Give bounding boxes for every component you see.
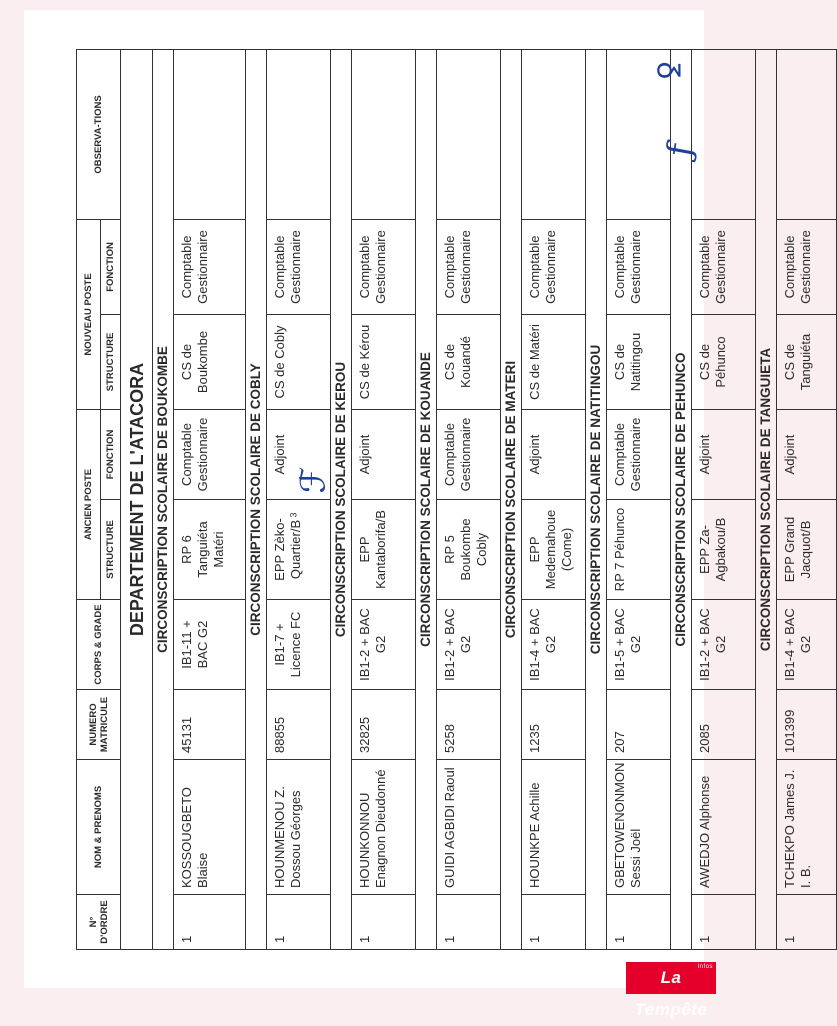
row-num: 1 [522,895,586,950]
row-new-function: Comptable Gestionnaire [267,219,331,314]
row-old-structure: RP 7 Péhunco [607,500,671,600]
page-number: 3 [288,512,299,518]
header-name: NOM & PRENOMS [77,760,121,895]
row-new-function: Comptable Gestionnaire [174,219,246,314]
row-corps: IB1-5 + BAC G2 [607,600,671,690]
row-old-structure: EPP Grand Jacquot/B [777,500,837,600]
row-new-function: Comptable Gestionnaire [692,219,756,314]
table-row [692,49,756,949]
row-name: HOUNKPE Achille [522,760,586,895]
row-matricule: 101399 [777,690,837,760]
row-old-structure: EPP Zèko-Quartier/B [267,500,331,600]
table-row [174,49,246,949]
table-row [607,49,671,949]
header-new-fonction: FONCTION [101,219,121,314]
row-name: KOSSOUGBETO Blaise [174,760,246,895]
section-title: CIRCONSCRIPTION SCOLAIRE DE COBLY [246,49,267,949]
row-observations [522,49,586,219]
row-new-function: Comptable Gestionnaire [437,219,501,314]
section-title: CIRCONSCRIPTION SCOLAIRE DE BOUKOMBE [153,49,174,949]
row-matricule: 207 [607,690,671,760]
header-nouveau: NOUVEAU POSTE [77,219,101,409]
row-old-function: Comptable Gestionnaire [607,409,671,499]
section-title: CIRCONSCRIPTION SCOLAIRE DE MATERI [501,49,522,949]
table-row [522,49,586,949]
row-new-function: Comptable Gestionnaire [522,219,586,314]
logo-text: La Tempête [634,968,708,1019]
logo-tag: Infos [697,964,713,970]
row-matricule: 45131 [174,690,246,760]
section-title: CIRCONSCRIPTION SCOLAIRE DE NATITINGOU [586,49,607,949]
row-matricule: 88855 [267,690,331,760]
row-old-structure: RP 6 Tanguiéta Matéri [174,500,246,600]
row-name: GUIDI AGBIDI Raoul [437,760,501,895]
row-observations [352,49,416,219]
row-matricule: 5258 [437,690,501,760]
row-name: HOUNMENOU Z. Dossou Géorges [267,760,331,895]
table-row [777,49,837,949]
row-new-structure: CS de Péhunco [692,314,756,409]
row-name: HOUNKONNOU Enagnon Dieudonné [352,760,416,895]
department-title: DEPARTEMENT DE L'ATACORA [121,49,153,949]
row-new-structure: CS de Matéri [522,314,586,409]
row-corps: IB1-2 + BAC G2 [352,600,416,690]
row-new-function: Comptable Gestionnaire [352,219,416,314]
row-new-structure: CS de Natitingou [607,314,671,409]
row-old-function: Comptable Gestionnaire [174,409,246,499]
header-observations: OBSERVA-TIONS [77,49,121,219]
newspaper-logo [626,962,716,1019]
row-observations [437,49,501,219]
row-num: 1 [437,895,501,950]
table-row [437,49,501,949]
section-title: CIRCONSCRIPTION SCOLAIRE DE KOUANDE [416,49,437,949]
row-num: 1 [607,895,671,950]
header-old-structure: STRUCTURE [101,500,121,600]
section-title: CIRCONSCRIPTION SCOLAIRE DE TANGUIETA [756,49,777,949]
signature-mark-middle: ƒ [659,140,702,160]
row-old-function: Adjoint [692,409,756,499]
row-num: 1 [174,895,246,950]
row-matricule: 1235 [522,690,586,760]
assignment-table [76,49,837,950]
row-corps: IB1-2 + BAC G2 [437,600,501,690]
header-old-fonction: FONCTION [101,409,121,499]
row-old-function: Adjoint [352,409,416,499]
row-observations [777,49,837,219]
row-corps: IB1-2 + BAC G2 [692,600,756,690]
header-num: N° D'ORDRE [77,895,121,950]
row-corps: IB1-11 + BAC G2 [174,600,246,690]
row-name: GBETOWENONMON Sessi Joël [607,760,671,895]
signature-mark-bottom: ℱ [293,466,334,494]
header-new-structure: STRUCTURE [101,314,121,409]
row-corps: IB1-7 + Licence FC [267,600,331,690]
row-old-structure: EPP Za-Agbakou/B [692,500,756,600]
row-matricule: 32825 [352,690,416,760]
row-observations [692,49,756,219]
header-matricule: NUMERO MATRICULE [77,690,121,760]
row-new-structure: CS de Kouandé [437,314,501,409]
row-corps: IB1-4 + BAC G2 [777,600,837,690]
row-num: 1 [692,895,756,950]
row-new-function: Comptable Gestionnaire [607,219,671,314]
row-new-structure: CS de Kérou [352,314,416,409]
row-old-function: Adjoint [267,409,331,499]
row-new-structure: CS de Cobly [267,314,331,409]
row-old-structure: EPP Kantaborifa/B [352,500,416,600]
row-old-structure: RP 5 Boukombe Cobly [437,500,501,600]
header-corps: CORPS & GRADE [77,600,121,690]
row-observations [174,49,246,219]
row-observations [267,49,331,219]
table-row [267,49,331,949]
row-corps: IB1-4 + BAC G2 [522,600,586,690]
signature-mark-top: ꝿ [653,61,689,80]
section-title: CIRCONSCRIPTION SCOLAIRE DE KEROU [331,49,352,949]
row-new-structure: CS de Boukombe [174,314,246,409]
rotated-table-wrapper [76,50,813,950]
row-matricule: 2085 [692,690,756,760]
table-row [352,49,416,949]
header-ancien: ANCIEN POSTE [77,409,101,599]
section-title: CIRCONSCRIPTION SCOLAIRE DE PEHUNCO [671,49,692,949]
row-old-function: Adjoint [777,409,837,499]
row-num: 1 [267,895,331,950]
row-name: TCHEKPO James J. I. B. [777,760,837,895]
row-old-function: Comptable Gestionnaire [437,409,501,499]
row-name: AWEDJO Alphonse [692,760,756,895]
row-new-structure: CS de Tanguiéta [777,314,837,409]
row-old-function: Adjoint [522,409,586,499]
row-num: 1 [352,895,416,950]
row-num: 1 [777,895,837,950]
row-new-function: Comptable Gestionnaire [777,219,837,314]
row-old-structure: EPP Medemahoue (Come) [522,500,586,600]
